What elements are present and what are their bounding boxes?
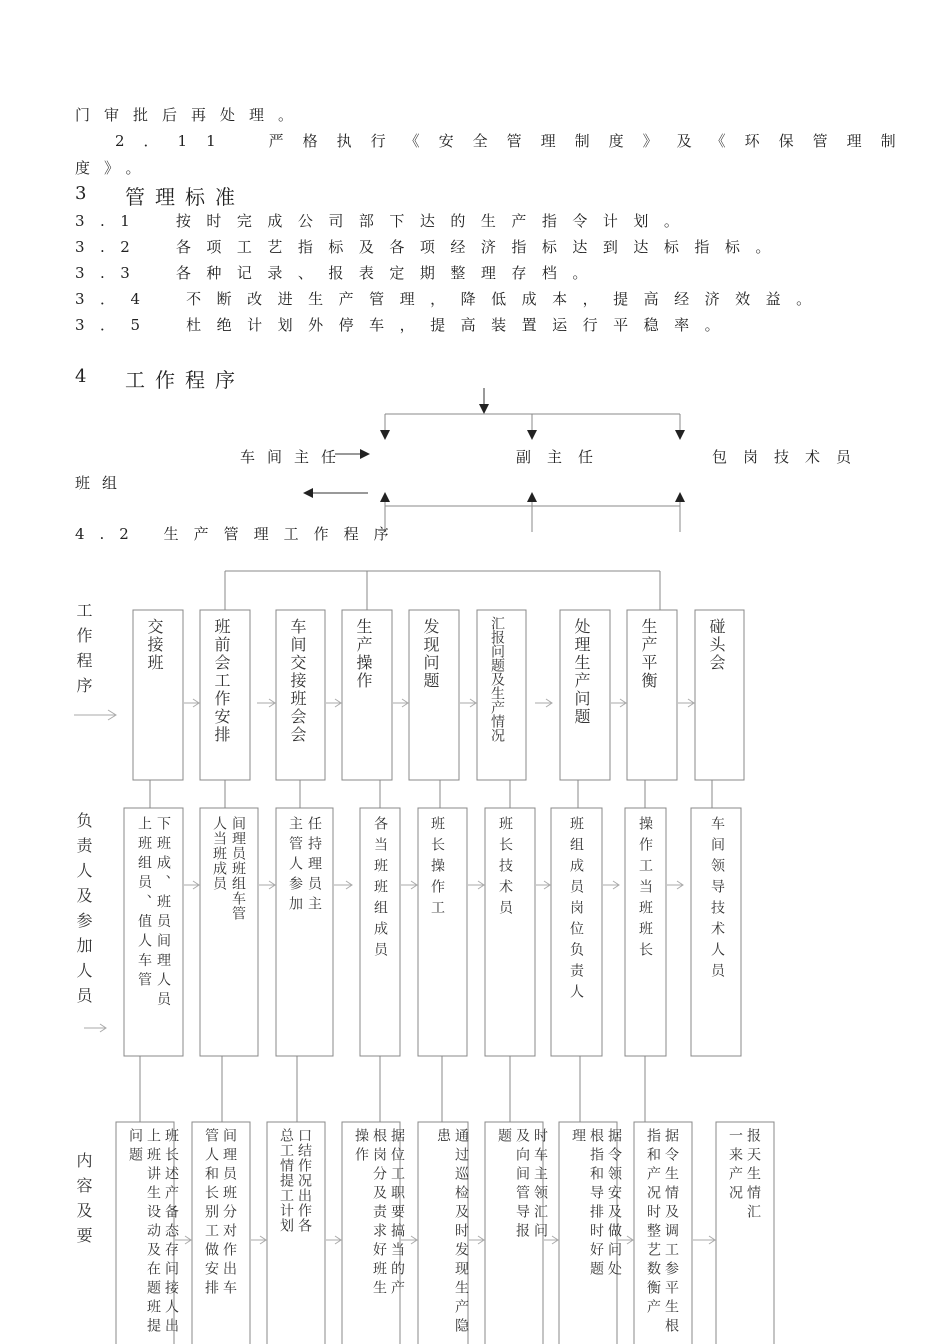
section3-item-3: 3.3 各种记录、报表定期整理存档。 — [75, 264, 603, 282]
content-workshop-meeting: 口结作况出作各总工情提工计划 — [278, 1128, 312, 1233]
org-chart-lines — [0, 0, 950, 560]
people-pre-shift: 间理员班组车管人当班成员 — [211, 816, 246, 921]
step-find-problem: 发现问题 — [421, 618, 440, 690]
intro-line-1: 门审批后再处理。 — [75, 106, 308, 124]
people-workshop-meeting: 任持理员主主管人参加 — [287, 816, 322, 916]
content-pre-shift: 间理员班分对作出车管人和长别工做安排 — [203, 1128, 237, 1299]
people-briefing: 车间领导技术人员 — [709, 816, 725, 984]
people-find-problem: 班长操作工 — [429, 816, 445, 921]
people-balance: 操作工当班班长 — [637, 816, 653, 963]
content-handle: 据令领安及做问处根指和导排时好题理 — [570, 1128, 622, 1280]
content-briefing: 报天生情汇一来产况 — [727, 1128, 761, 1223]
section3-item-4: 3．4 不断改进生产管理，降低成本，提高经济效益。 — [75, 290, 827, 308]
people-report: 班长技术员 — [497, 816, 513, 921]
people-handover: 下班成、班员间理人员上班组员、值人车管 — [136, 816, 171, 1011]
step-production-balance: 生产平衡 — [639, 618, 658, 690]
section3-item-5: 3．5 杜绝计划外停车，提高装置运行平稳率。 — [75, 316, 736, 334]
section3-title: 管理标准 — [125, 185, 245, 209]
step-workshop-handover-meeting: 车间交接班会会 — [288, 618, 307, 744]
step-production-operation: 生产操作 — [354, 618, 373, 690]
content-balance: 据令生情及调工参平生根指和产况时整艺数衡产 — [645, 1128, 679, 1337]
role-director: 车间主任 — [240, 448, 349, 466]
people-handle: 班组成员岗位负责人 — [568, 816, 584, 1005]
step-handle-problem: 处理生产问题 — [572, 618, 591, 726]
step-briefing-meeting: 碰头会 — [707, 618, 726, 672]
section3-item-2: 3.2 各项工艺指标及各项经济指标达到达标指标。 — [75, 238, 786, 256]
content-operation: 据位工职要搞当的产根岗分及责求好班生操作 — [353, 1128, 405, 1299]
row-label-procedure: 工作程序 — [74, 602, 93, 702]
content-report: 时车主领汇问及向间管导报题 — [496, 1128, 548, 1242]
intro-line-3: 度》。 — [75, 159, 155, 177]
role-team: 班组 — [75, 474, 130, 492]
intro-line-2: 2．11 严格执行《安全管理制度》及《环保管理制 — [115, 132, 915, 150]
role-technician: 包岗技术员 — [712, 448, 868, 466]
step-report-problem: 汇报问题及生产情况 — [489, 616, 505, 742]
section4-number: 4 — [75, 366, 87, 387]
step-pre-shift-meeting: 班前会工作安排 — [212, 618, 231, 744]
people-operation: 各当班班组成员 — [372, 816, 388, 963]
content-handover: 班长述产备态存问接人出上班讲生设动及在题班提问题 — [127, 1128, 179, 1337]
row-label-content: 内容及要 — [74, 1152, 93, 1252]
content-find-problem: 通过巡检及时发现生产隐患 — [435, 1128, 469, 1337]
section4-title: 工作程序 — [125, 368, 245, 392]
section3-item-1: 3.1 按时完成公司部下达的生产指令计划。 — [75, 212, 695, 230]
step-handover: 交接班 — [145, 618, 164, 672]
role-deputy: 副主任 — [516, 448, 610, 466]
row-label-people: 负责人及参加人员 — [74, 812, 93, 1012]
section3-number: 3 — [75, 183, 87, 204]
subheading-production-procedure: 4.2 生产管理工作程序 — [75, 525, 404, 543]
